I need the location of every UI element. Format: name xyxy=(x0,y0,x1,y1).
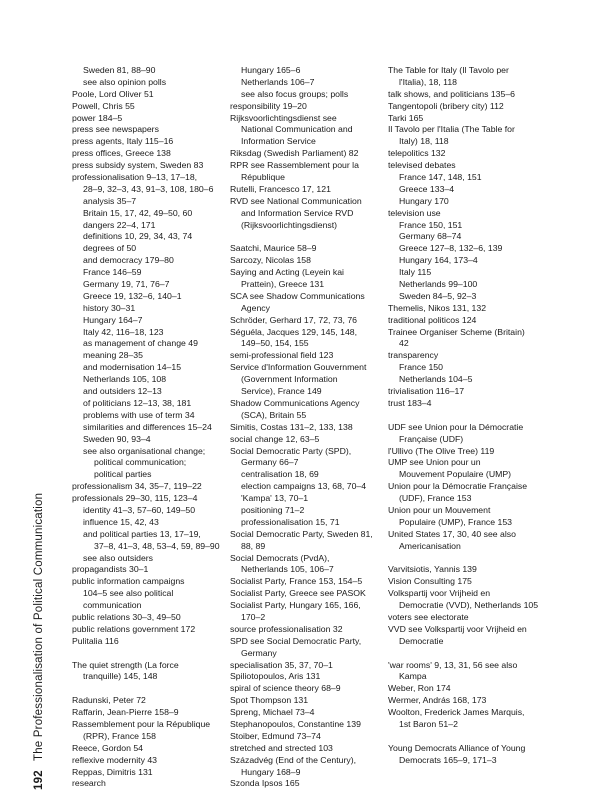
index-subentry: Germany 19, 71, 76–7 xyxy=(83,279,170,290)
index-entry: Il Tavolo per l'Italia (The Table for xyxy=(388,124,515,135)
index-entry: Tangentopoli (bribery city) 112 xyxy=(388,100,504,111)
index-subentry: France 146–59 xyxy=(83,267,142,278)
index-entry: professionalisation 9–13, 17–18, xyxy=(72,172,198,183)
index-subentry: and political parties 13, 17–19, xyxy=(83,528,201,539)
index-subentry: Mouvement Populaire (UMP) xyxy=(399,469,512,480)
index-subentry: France 147, 148, 151 xyxy=(399,172,482,183)
index-entry: The quiet strength (La force xyxy=(72,659,179,670)
index-subentry: Netherlands 106–7 xyxy=(241,76,315,87)
index-subentry: 1st Baron 51–2 xyxy=(399,718,458,729)
index-subentry: (SCA), Britain 55 xyxy=(241,409,307,420)
index-entry: talk shows, and politicians 135–6 xyxy=(388,88,516,99)
index-subentry: political parties xyxy=(94,469,152,480)
index-subentry: Italy) 18, 118 xyxy=(399,136,449,147)
index-subentry: Greece 127–8, 132–6, 139 xyxy=(399,243,503,254)
index-entry: Themelis, Nikos 131, 132 xyxy=(388,302,487,313)
index-entry: telepolitics 132 xyxy=(388,148,446,159)
index-subentry: (Government Information xyxy=(241,374,338,385)
index-entry: Raffarin, Jean-Pierre 158–9 xyxy=(72,707,179,718)
index-subentry: Information Service xyxy=(241,136,316,147)
index-entry: Spot Thompson 131 xyxy=(230,695,309,706)
index-entry: Socialist Party, France 153, 154–5 xyxy=(230,576,363,587)
index-entry: public information campaigns xyxy=(72,576,185,587)
index-entry: public relations government 172 xyxy=(72,623,196,634)
index-entry: propagandists 30–1 xyxy=(72,564,149,575)
index-subentry: professionalisation 15, 71 xyxy=(241,516,340,527)
index-subentry: see also organisational change; xyxy=(83,445,206,456)
index-entry: trust 183–4 xyxy=(388,397,432,408)
index-entry: press subsidy system, Sweden 83 xyxy=(72,160,204,171)
index-entry: Vision Consulting 175 xyxy=(388,576,472,587)
index-subentry: Sweden 90, 93–4 xyxy=(83,433,151,444)
index-subentry: 170–2 xyxy=(241,611,266,622)
index-subentry: dangers 22–4, 171 xyxy=(83,219,156,230)
index-subentry: (RPR), France 158 xyxy=(83,730,156,741)
index-subentry: and Information Service RVD xyxy=(241,207,354,218)
index-entry: Stephanopoulos, Constantine 139 xyxy=(230,718,361,729)
page-number: 192 xyxy=(33,770,45,790)
index-subentry: influence 15, 42, 43 xyxy=(83,516,159,527)
index-subentry: 88, 89 xyxy=(241,540,266,551)
index-subentry: Greece 133–4 xyxy=(399,183,455,194)
index-entry: Rutelli, Francesco 17, 121 xyxy=(230,183,331,194)
index-entry: Social Democratic Party (SPD), xyxy=(230,445,352,456)
index-entry: Woolton, Frederick James Marquis, xyxy=(388,707,525,718)
index-entry: reflexive modernity 43 xyxy=(72,754,157,765)
index-column-1 xyxy=(72,65,237,790)
index-subentry: Hungary 165–6 xyxy=(241,65,301,75)
index-subentry: and democracy 179–80 xyxy=(83,255,174,266)
index-subentry: problems with use of term 34 xyxy=(83,409,195,420)
index-subentry: République xyxy=(241,172,285,183)
index-entry: RVD see National Communication xyxy=(230,195,362,206)
index-subentry: Germany 68–74 xyxy=(399,231,462,242)
index-subentry: Britain 15, 17, 42, 49–50, 60 xyxy=(83,207,193,218)
index-entry: professionalism 34, 35–7, 119–22 xyxy=(72,481,202,492)
index-subentry: Greece 19, 132–6, 140–1 xyxy=(83,290,182,301)
index-subentry: history 30–31 xyxy=(83,302,136,313)
index-entry: SPD see Social Democratic Party, xyxy=(230,635,362,646)
index-subentry: meaning 28–35 xyxy=(83,350,143,361)
index-entry: Spreng, Michael 73–4 xyxy=(230,707,315,718)
index-entry: Stoiber, Edmund 73–74 xyxy=(230,730,321,741)
index-subentry: and modernisation 14–15 xyxy=(83,362,182,373)
index-entry: transparency xyxy=(388,350,439,361)
index-entry: Varvitsiotis, Yannis 139 xyxy=(388,564,477,575)
index-entry: Powell, Chris 55 xyxy=(72,100,135,111)
index-subentry: centralisation 18, 69 xyxy=(241,469,319,480)
index-subentry: France 150 xyxy=(399,362,443,373)
index-subentry: Sweden 84–5, 92–3 xyxy=(399,290,477,301)
index-subentry: of politicians 12–13, 38, 181 xyxy=(83,397,192,408)
index-entry: stretched and strected 103 xyxy=(230,742,333,753)
index-entry: Riksdag (Swedish Parliament) 82 xyxy=(230,148,359,159)
index-subentry: Kampa xyxy=(399,671,427,682)
index-entry: Young Democrats Alliance of Young xyxy=(388,742,526,753)
index-subentry: degrees of 50 xyxy=(83,243,137,254)
index-entry: RPR see Rassemblement pour la xyxy=(230,160,359,171)
index-entry: responsibility 19–20 xyxy=(230,100,307,111)
index-subentry: communication xyxy=(83,600,142,611)
index-entry: Social Democrats (PvdA), xyxy=(230,552,330,563)
index-subentry: see also outsiders xyxy=(83,552,154,563)
index-entry: The Table for Italy (Il Tavolo per xyxy=(388,65,509,75)
index-subentry: political communication; xyxy=(94,457,187,468)
index-entry: press agents, Italy 115–16 xyxy=(72,136,174,147)
index-subentry: Netherlands 99–100 xyxy=(399,279,478,290)
index-letter-gap xyxy=(388,731,556,743)
index-entry: Social Democratic Party, Sweden 81, xyxy=(230,528,373,539)
index-entry: Tarki 165 xyxy=(388,112,424,123)
index-entry: Saatchi, Maurice 58–9 xyxy=(230,243,317,254)
index-entry: television use xyxy=(388,207,441,218)
index-subentry: l'Italia), 18, 118 xyxy=(399,76,457,87)
index-entry: UDF see Union pour la Démocratie xyxy=(388,421,524,432)
index-entry: United States 17, 30, 40 see also xyxy=(388,528,516,539)
index-entry: Reppas, Dimitris 131 xyxy=(72,766,153,777)
index-subentry: Populaire (UMP), France 153 xyxy=(399,516,512,527)
index-entry: Századvég (End of the Century), xyxy=(230,754,357,765)
index-entry: public relations 30–3, 49–50 xyxy=(72,611,181,622)
index-entry: Socialist Party, Greece see PASOK xyxy=(230,588,366,599)
index-entry: trivialisation 116–17 xyxy=(388,386,465,397)
index-subentry: election campaigns 13, 68, 70–4 xyxy=(241,481,367,492)
index-subentry: as management of change 49 xyxy=(83,338,198,349)
index-subentry: Democratie xyxy=(399,635,444,646)
index-subentry: see also focus groups; polls xyxy=(241,88,349,99)
index-entry: source professionalisation 32 xyxy=(230,623,343,634)
index-subentry: and outsiders 12–13 xyxy=(83,386,162,397)
index-entry: Union pour un Mouvement xyxy=(388,504,491,515)
index-subentry: 'Kampa' 13, 70–1 xyxy=(241,493,309,504)
index-subentry: Italy 42, 116–18, 123 xyxy=(83,326,164,337)
index-subentry: Française (UDF) xyxy=(399,433,464,444)
index-entry: Union pour la Démocratie Française xyxy=(388,481,528,492)
index-entry: televised debates xyxy=(388,160,456,171)
running-title: The Professionalisation of Political Communication xyxy=(33,492,45,762)
index-subentry: National Communication and xyxy=(241,124,353,135)
index-entry: Volkspartij voor Vrijheid en xyxy=(388,588,491,599)
index-subentry: Netherlands 104–5 xyxy=(399,374,473,385)
index-subentry: Hungary 168–9 xyxy=(241,766,301,777)
index-entry: Shadow Communications Agency xyxy=(230,397,360,408)
index-subentry: France 150, 151 xyxy=(399,219,463,230)
index-subentry: Netherlands 105, 108 xyxy=(83,374,167,385)
index-letter-gap xyxy=(388,553,556,565)
index-entry: Szonda Ipsos 165 xyxy=(230,778,300,789)
index-subentry: 149–50, 154, 155 xyxy=(241,338,309,349)
index-subentry: Service), France 149 xyxy=(241,386,322,397)
index-subentry: analysis 35–7 xyxy=(83,195,137,206)
index-entry: l'Ullivo (The Olive Tree) 119 xyxy=(388,445,495,456)
index-entry: research xyxy=(72,778,106,789)
index-entry: social change 12, 63–5 xyxy=(230,433,320,444)
index-entry: Spiliotopoulos, Aris 131 xyxy=(230,671,321,682)
index-entry: Weber, Ron 174 xyxy=(388,683,451,694)
index-entry: Simitis, Costas 131–2, 133, 138 xyxy=(230,421,353,432)
index-entry: Trainee Organiser Scheme (Britain) xyxy=(388,326,525,337)
index-subentry: definitions 10, 29, 34, 43, 74 xyxy=(83,231,193,242)
index-subentry: tranquille) 145, 148 xyxy=(83,671,158,682)
index-subentry: identity 41–3, 57–60, 149–50 xyxy=(83,504,196,515)
index-subentry: positioning 71–2 xyxy=(241,504,305,515)
index-entry: semi-professional field 123 xyxy=(230,350,334,361)
index-entry: Radunski, Peter 72 xyxy=(72,695,146,706)
index-entry: press offices, Greece 138 xyxy=(72,148,171,159)
index-entry: traditional politicos 124 xyxy=(388,314,477,325)
index-subentry: 42 xyxy=(399,338,409,349)
index-subentry: (Rijksvoorlichtingsdienst) xyxy=(241,219,338,230)
index-entry: spiral of science theory 68–9 xyxy=(230,683,341,694)
index-subentry: Hungary 164–7 xyxy=(83,314,143,325)
index-entry: Socialist Party, Hungary 165, 166, xyxy=(230,600,361,611)
index-subentry: Americanisation xyxy=(399,540,461,551)
index-entry: UMP see Union pour un xyxy=(388,457,481,468)
index-entry: Pulitalia 116 xyxy=(72,635,119,646)
index-subentry: Germany xyxy=(241,647,277,658)
index-entry: 'war rooms' 9, 13, 31, 56 see also xyxy=(388,659,518,670)
index-subentry: Hungary 170 xyxy=(399,195,449,206)
index-subentry: Italy 115 xyxy=(399,267,432,278)
index-entry: Sarcozy, Nicolas 158 xyxy=(230,255,311,266)
index-subentry: see also opinion polls xyxy=(83,76,167,87)
index-entry: professionals 29–30, 115, 123–4 xyxy=(72,493,198,504)
index-entry: Rijksvoorlichtingsdienst see xyxy=(230,112,337,123)
index-column-2 xyxy=(230,65,395,790)
index-letter-gap xyxy=(230,231,395,243)
index-entry: VVD see Volkspartij voor Vrijheid en xyxy=(388,623,527,634)
index-entry: Service d'Information Gouvernment xyxy=(230,362,367,373)
running-header xyxy=(0,0,45,800)
index-subentry: Sweden 81, 88–90 xyxy=(83,65,156,75)
index-entry: Séguéla, Jacques 129, 145, 148, xyxy=(230,326,358,337)
index-subentry: 104–5 see also political xyxy=(83,588,174,599)
index-subentry: Germany 66–7 xyxy=(241,457,299,468)
index-subentry: (UDF), France 153 xyxy=(399,493,472,504)
index-entry: SCA see Shadow Communications xyxy=(230,290,365,301)
index-subentry: Netherlands 105, 106–7 xyxy=(241,564,334,575)
index-subentry: Democratie (VVD), Netherlands 105 xyxy=(399,600,539,611)
index-subentry: Agency xyxy=(241,302,270,313)
index-entry: Reece, Gordon 54 xyxy=(72,742,143,753)
index-entry: Poole, Lord Oliver 51 xyxy=(72,88,154,99)
index-letter-gap xyxy=(72,683,237,695)
index-subentry: 37–8, 41–3, 48, 53–4, 59, 89–90 xyxy=(94,540,220,551)
index-subentry: similarities and differences 15–24 xyxy=(83,421,212,432)
index-entry: press see newspapers xyxy=(72,124,159,135)
index-entry: Rassemblement pour la République xyxy=(72,718,211,729)
index-letter-gap xyxy=(72,648,237,660)
index-subentry: Prattein), Greece 131 xyxy=(241,279,325,290)
index-entry: Wermer, András 168, 173 xyxy=(388,695,487,706)
index-letter-gap xyxy=(388,410,556,422)
index-subentry: Democrats 165–9, 171–3 xyxy=(399,754,497,765)
index-column-3 xyxy=(388,65,556,767)
index-entry: Saying and Acting (Leyein kai xyxy=(230,267,344,278)
index-entry: Schröder, Gerhard 17, 72, 73, 76 xyxy=(230,314,358,325)
index-subentry: Hungary 164, 173–4 xyxy=(399,255,478,266)
index-entry: specialisation 35, 37, 70–1 xyxy=(230,659,333,670)
index-letter-gap xyxy=(388,648,556,660)
index-entry: voters see electorate xyxy=(388,611,469,622)
index-subentry: 28–9, 32–3, 43, 91–3, 108, 180–6 xyxy=(83,183,214,194)
index-entry: power 184–5 xyxy=(72,112,123,123)
